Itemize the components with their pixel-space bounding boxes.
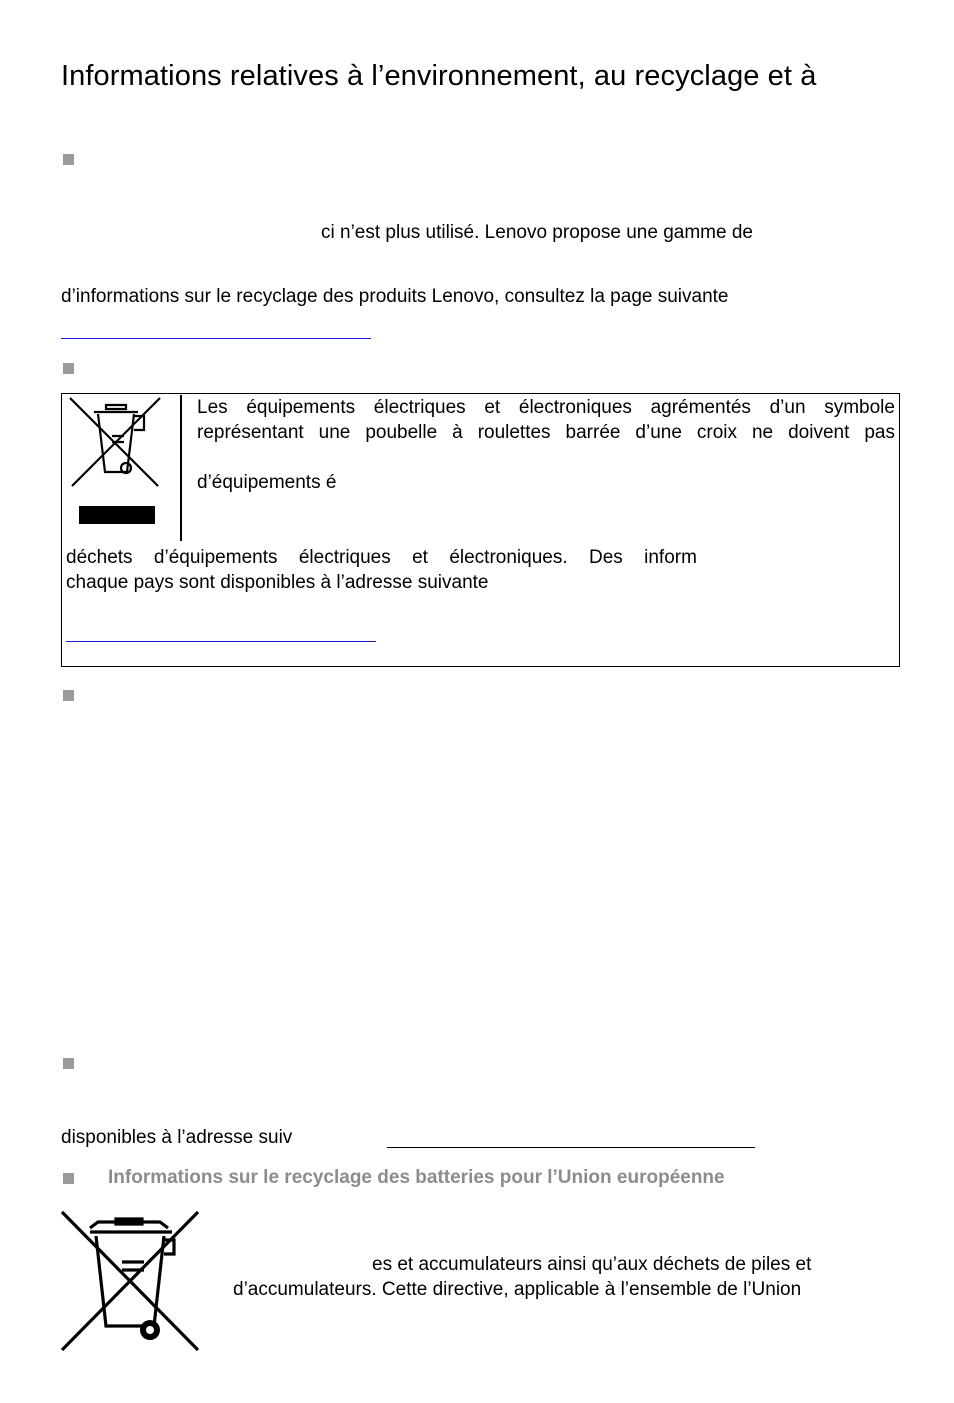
- square-bullet-icon: [63, 154, 74, 165]
- crossed-out-wheelie-bin-icon: [60, 1210, 200, 1352]
- battery-text-line: es et accumulateurs ainsi qu’aux déchets de piles et: [372, 1254, 812, 1275]
- square-bullet-icon: [63, 1058, 74, 1069]
- square-bullet-icon: [63, 363, 74, 374]
- square-bullet-icon: [63, 690, 74, 701]
- battery-text-line: d’accumulateurs. Cette directive, applicable à l’ensemble de l’Union: [233, 1279, 802, 1300]
- weee-text-line: d’équipements é: [197, 472, 337, 493]
- address-text-line: disponibles à l’adresse suiv: [61, 1127, 293, 1148]
- recycling-link-underline[interactable]: [61, 338, 371, 339]
- recycling-text-line: d’informations sur le recyclage des produits Lenovo, consultez la page suivante: [61, 286, 729, 307]
- page-title: Informations relatives à l’environnement, au recyclage et à: [61, 60, 817, 92]
- box-divider: [180, 395, 182, 541]
- address-link-underline[interactable]: [387, 1147, 755, 1148]
- weee-link-underline[interactable]: [66, 641, 376, 642]
- weee-text-line: représentant une poubelle à roulettes barrée d’une croix ne doivent pas: [197, 422, 895, 443]
- battery-section-heading: Informations sur le recyclage des batteries pour l’Union européenne: [108, 1167, 725, 1188]
- crossed-out-wheelie-bin-icon: [66, 396, 166, 531]
- weee-text-line: Les équipements électriques et électroniques agrémentés d’un symbole: [197, 397, 895, 418]
- recycling-text-line: ci n’est plus utilisé. Lenovo propose une gamme de: [321, 222, 753, 243]
- weee-text-line: déchets d’équipements électriques et électroniques. Des inform: [66, 547, 697, 568]
- square-bullet-icon: [63, 1173, 74, 1184]
- weee-text-line: chaque pays sont disponibles à l’adresse suivante: [66, 572, 489, 593]
